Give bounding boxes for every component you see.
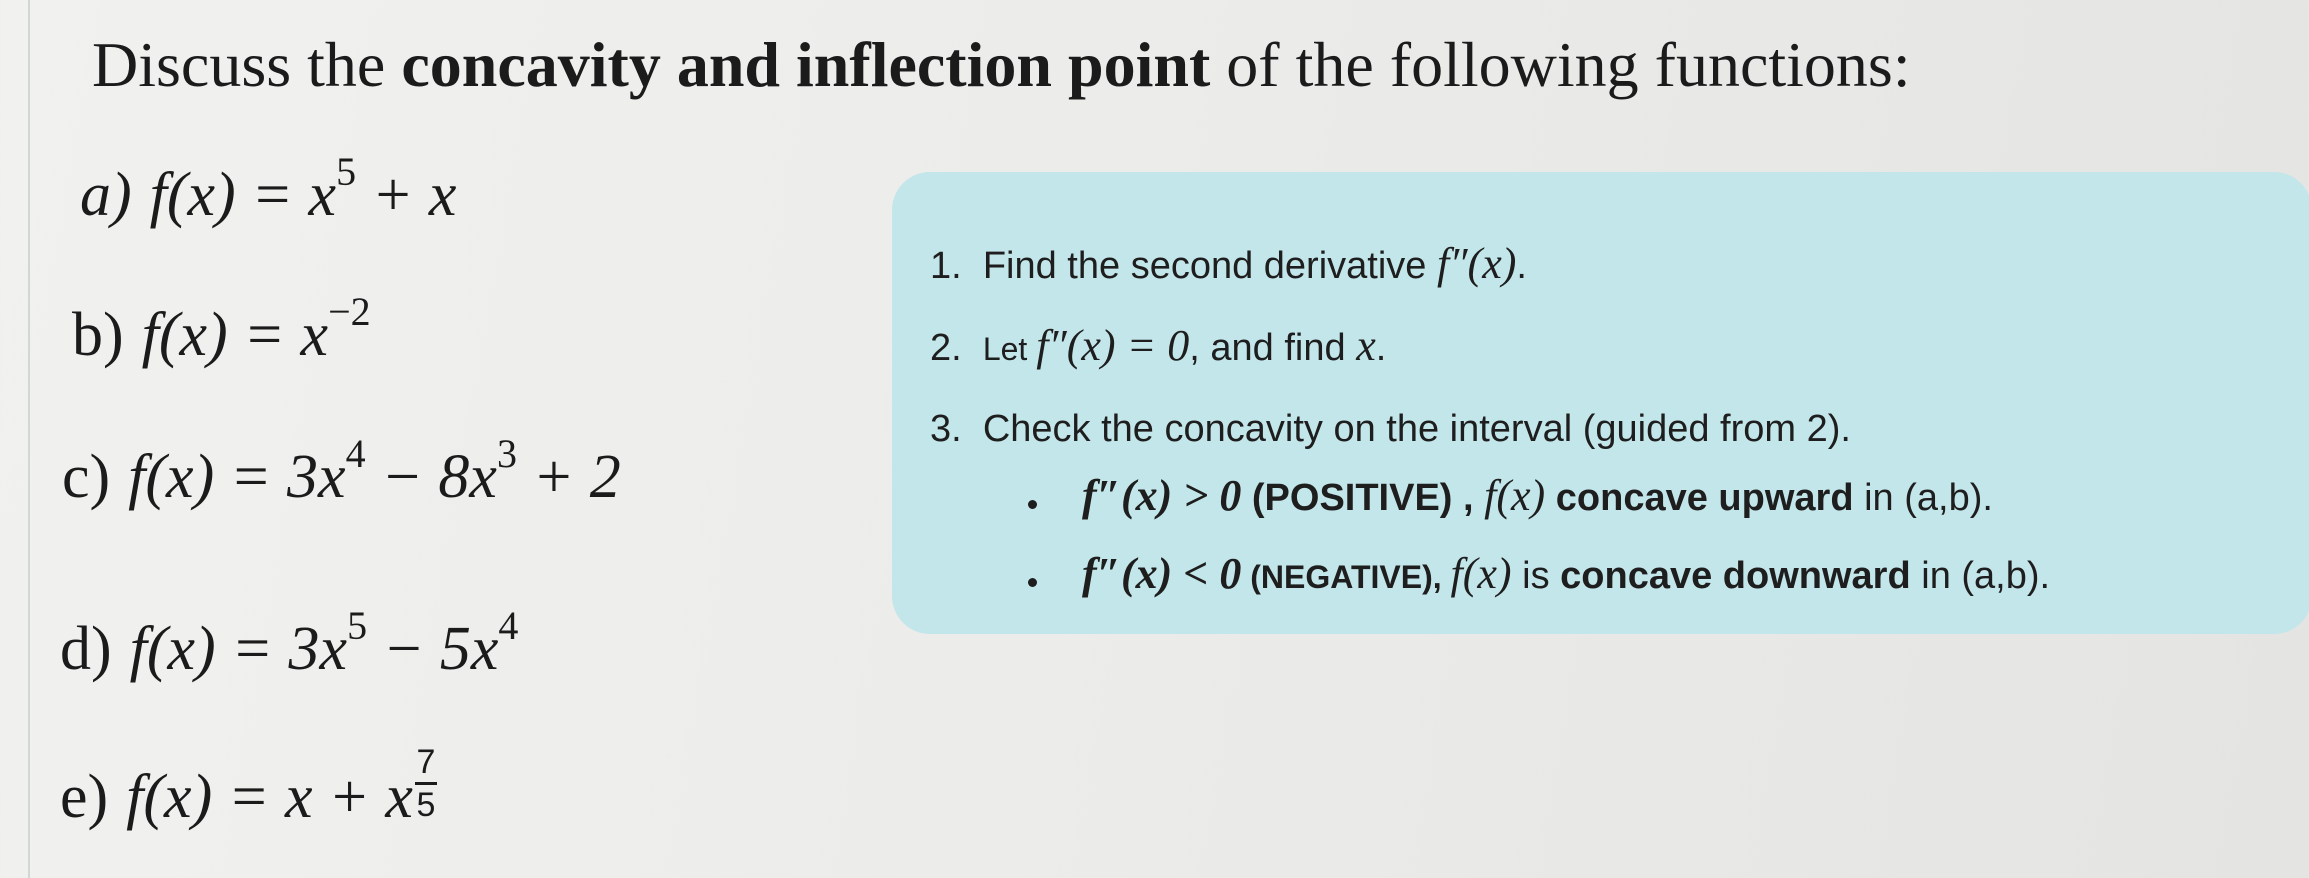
problem-label: e) <box>60 763 109 831</box>
bullet-math: f″(x) < 0 <box>1082 549 1242 598</box>
bullet-condition: (POSITIVE) , <box>1241 477 1485 519</box>
problem-lhs: f(x) = x <box>141 301 329 369</box>
bullet-condition: (NEGATIVE), <box>1241 559 1451 595</box>
step-end: . <box>1516 245 1527 287</box>
step-2 <box>930 320 1386 371</box>
problem-mid: − 8x <box>365 443 497 511</box>
problem-a <box>80 149 457 231</box>
step-math: f″(x) = 0 <box>1036 321 1190 370</box>
problem-label: d) <box>60 615 112 683</box>
problem-lhs: f(x) = 3x <box>128 443 346 511</box>
problem-exponent-2: 4 <box>498 603 519 648</box>
bullet-end: in (a,b). <box>1910 555 2051 597</box>
bullet-end: in (a,b). <box>1853 477 1993 519</box>
problem-exponent: 5 <box>336 149 357 194</box>
step-text: Let <box>982 331 1037 367</box>
problem-rest: + x <box>356 161 457 229</box>
step-3 <box>930 408 1851 451</box>
problem-mid: − 5x <box>367 615 499 683</box>
fractional-exponent <box>415 744 437 823</box>
problem-lhs: f(x) = x + x <box>126 763 413 831</box>
problem-b <box>72 289 371 371</box>
problem-label: a) <box>80 161 132 229</box>
heading-post: of the following functions: <box>1210 29 1911 100</box>
frac-numerator: 7 <box>416 743 436 781</box>
frac-denominator: 5 <box>416 786 436 824</box>
margin-line <box>28 0 30 878</box>
bullet-bold: concave downward <box>1560 555 1911 597</box>
problem-lhs: f(x) = 3x <box>129 615 348 683</box>
bullet-mid: is <box>1511 555 1561 597</box>
problem-label: c) <box>62 443 111 511</box>
step-math: f″(x) <box>1436 239 1517 288</box>
step-number: 1. <box>930 245 962 287</box>
problem-lhs: f(x) = x <box>149 161 337 229</box>
problem-exponent: 5 <box>347 603 368 648</box>
problem-exponent-2: 3 <box>496 431 517 476</box>
bullet-math: f″(x) > 0 <box>1082 471 1242 520</box>
step-text: Check the concavity on the interval (guided from 2). <box>982 408 1851 450</box>
bullet-dot <box>1028 578 1037 587</box>
problem-exponent: −2 <box>328 289 371 334</box>
bullet-math-2: f(x) <box>1450 549 1512 598</box>
bullet-bold: concave upward <box>1545 477 1854 519</box>
step-number: 2. <box>930 327 962 369</box>
step-1 <box>930 238 1527 289</box>
bullet-positive <box>1082 470 1993 521</box>
step-text: Find the second derivative <box>982 245 1437 287</box>
bullet-negative <box>1082 548 2050 599</box>
problem-label: b) <box>72 301 124 369</box>
step-end-2: . <box>1375 327 1387 369</box>
fraction-bar <box>415 782 437 785</box>
heading-bold: concavity and inflection point <box>401 29 1211 100</box>
step-number: 3. <box>930 408 962 450</box>
problem-c <box>62 431 621 513</box>
bullet-math-2: f(x) <box>1484 471 1546 520</box>
problem-d <box>60 603 519 685</box>
heading-pre: Discuss the <box>92 29 402 100</box>
page-heading <box>92 28 1911 102</box>
problem-rest: + 2 <box>516 443 621 511</box>
bullet-dot <box>1028 500 1037 509</box>
step-math-2: x <box>1356 321 1376 370</box>
problem-e <box>60 743 437 867</box>
step-end: , and find <box>1189 327 1357 369</box>
problem-exponent: 4 <box>345 431 366 476</box>
